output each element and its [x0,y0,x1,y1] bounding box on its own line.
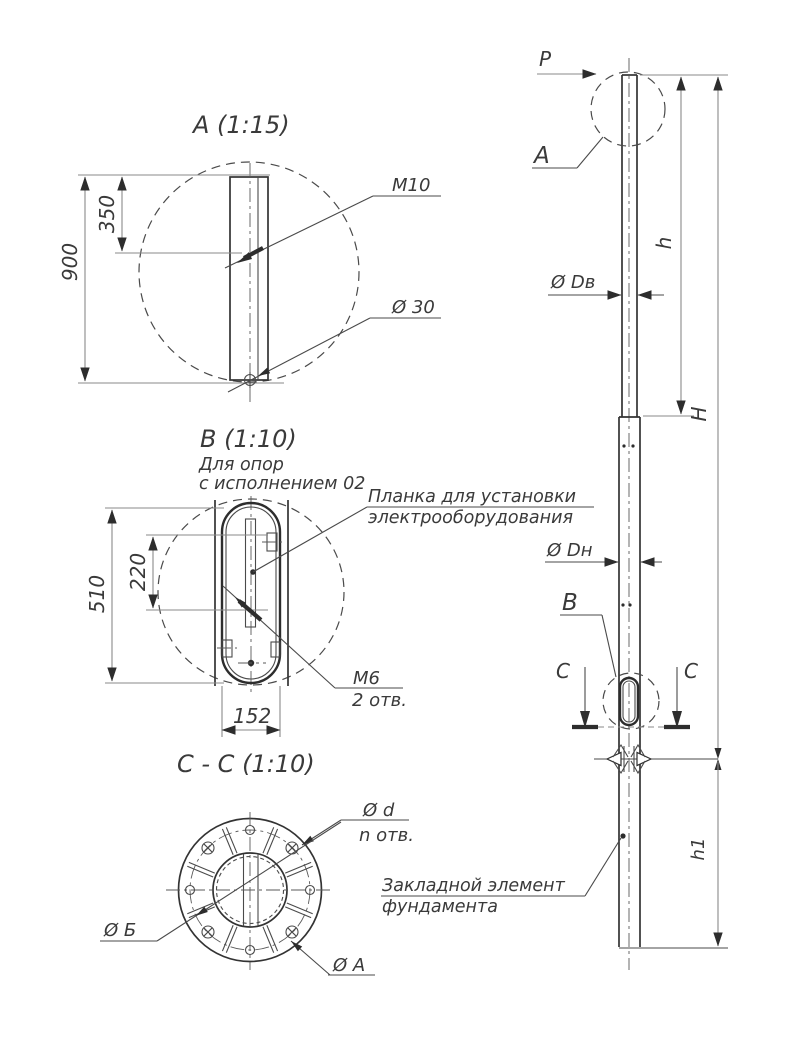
dim-350-value: 350 [95,194,119,234]
dia-top-dim [548,272,664,295]
foundation-note-line2: фундамента [382,897,498,917]
foundation-note-line1: Закладной элемент [382,876,565,896]
dim-H-label: H [687,406,711,422]
detail-a-callout [532,72,665,169]
force-p-label: Р [539,47,552,71]
dim-900 [58,177,85,381]
dim-510 [85,510,112,681]
section-c-left-label: С [556,659,570,683]
dia-bottom-dim [545,540,662,562]
dia-bottom-label: Ø Dн [547,540,593,561]
detail-view-b [85,425,594,737]
view-b-title: В (1:10) [200,425,297,453]
leader-m10 [225,175,441,268]
leader-plate-note [250,487,594,575]
dim-510-value: 510 [85,574,109,614]
dim-h [652,77,681,414]
dim-152 [222,704,280,730]
force-p [537,47,596,74]
plate-note-line1: Планка для установки [368,487,577,507]
dim-220 [126,537,153,608]
m6-label: М6 [353,668,380,689]
dim-152-value: 152 [233,704,272,728]
dim-220-value: 220 [126,552,150,592]
bolt-circle-label: Ø Б [104,920,137,941]
center-crosshair [166,812,334,970]
dim-h1-label: h1 [688,837,709,861]
dim-350 [95,177,122,251]
detail-b-callout [560,590,659,729]
detail-boundary-circle [139,162,359,382]
dim-extension-lines [105,508,280,737]
foundation-flange [594,745,718,773]
view-b-note-2: с исполнением 02 [199,474,366,494]
ground-bolt-dot [238,660,266,666]
view-cc-title: С - С (1:10) [177,750,315,778]
dia-top-label: Ø Dв [551,272,596,293]
detail-view-a [58,111,441,402]
d30-label: Ø 30 [392,297,435,318]
detail-a-label: А [534,143,550,169]
m6-qty: 2 отв. [352,690,408,711]
leader-flange-dia [291,941,375,976]
leader-bolt-circle-dia [100,822,341,941]
dim-h-label: h [652,236,676,250]
flange-dia-label: Ø А [333,955,366,976]
section-cc-marks [556,659,698,728]
leader-d30 [228,297,441,392]
view-a-title: А (1:15) [193,111,290,139]
dim-900-value: 900 [58,242,82,282]
joint-dots [621,444,634,606]
m10-label: М10 [392,175,431,196]
pole-top-contour [230,163,268,402]
leader-hole-dia [302,800,414,846]
dim-H-h1 [687,77,722,946]
view-b-note-1: Для опор [199,455,284,475]
plate-note-line2: электрооборудования [368,508,573,528]
detail-b-label: В [562,590,578,616]
hole-clips [217,533,282,657]
pole-contour [619,75,728,948]
hole-qty-label: n отв. [359,825,414,846]
hole-dia-label: Ø d [363,800,395,821]
section-c-right-label: С [684,659,698,683]
leader-foundation-note [381,833,626,917]
section-view-cc [100,750,414,976]
